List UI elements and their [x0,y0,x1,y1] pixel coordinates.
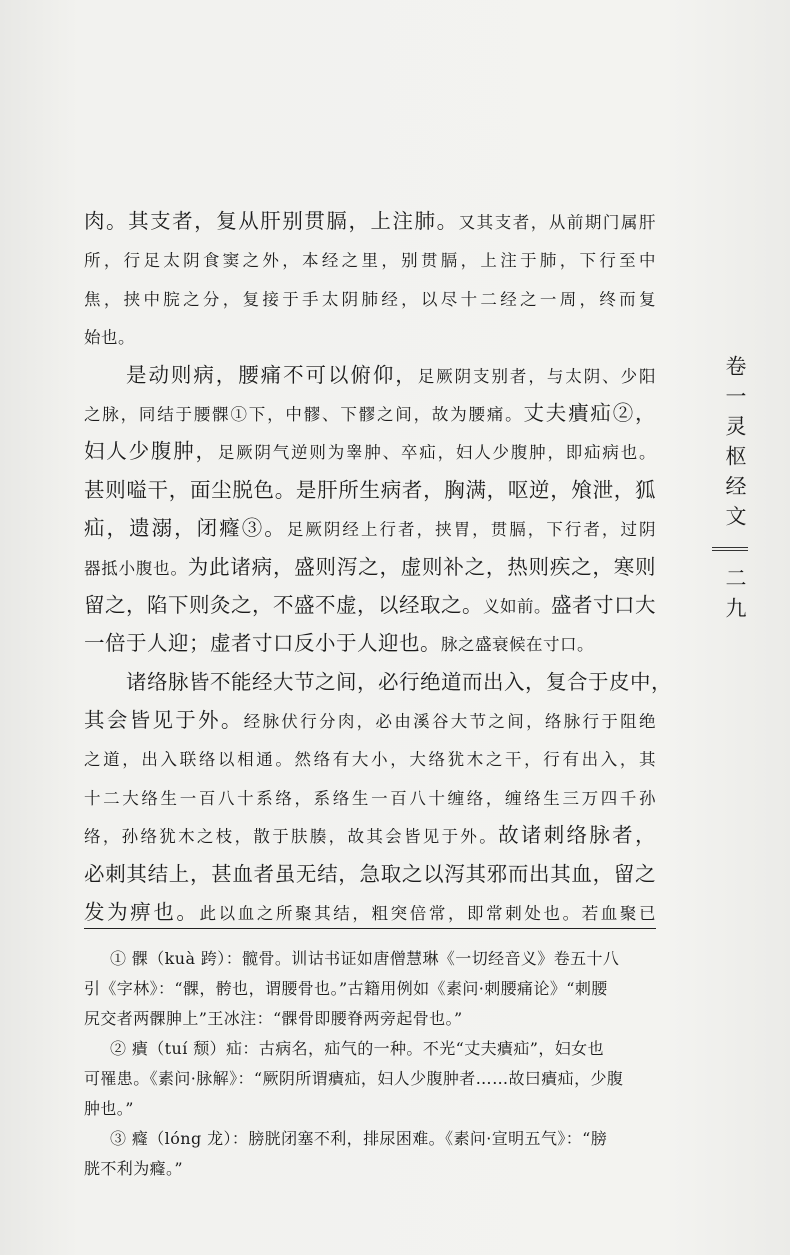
main-text-segment: 疝，遗溺，闭癃③。 [84,516,287,541]
main-text-segment: 必刺其结上，甚血者虽无结，急取之以泻其邪而出其血，留之 [84,861,656,886]
commentary-segment: 络，孙络犹木之枝，散于肤腠，故其会皆见于外。 [84,827,499,847]
commentary-segment: 足厥阴经上行者，挟胃，贯膈，下行者，过阴 [286,520,657,540]
commentary-segment: 之道，出入联络以相通。然络有大小，大络犹木之干，行有出入，其 [84,750,656,770]
footnote-line: 可罹患。《素问·脉解》：“厥阴所谓㿉疝，妇人少腹肿者……故曰㿉疝，少腹 [84,1069,624,1088]
commentary-segment: 足厥阴支别者，与太阴、少阳 [417,366,657,386]
main-text-segment: 甚则嗌干，面尘脱色。是肝所生病者，胸满，呕逆，飧泄，狐 [84,477,656,502]
text-line [84,394,656,432]
text-line [84,356,656,394]
text-line [84,240,656,278]
commentary-segment: 脉之盛衰候在寸口。 [441,635,594,655]
text-line [84,279,656,317]
main-text-segment: 丈夫㿉疝②， [523,400,657,425]
commentary-segment: 焦，挟中脘之分，复接于手太阴肺经，以尽十二经之一周，终而复 [84,289,656,309]
main-text-segment: 发为痹也。 [84,900,200,925]
main-text-segment: 故诸刺络脉者， [498,823,657,848]
text-line [84,778,656,816]
text-line [84,202,656,240]
commentary-segment: 之脉，同结于腰髁①下，中髎、下髎之间，故为腰痛。 [84,404,524,424]
commentary-segment: 经脉伏行分肉，必由溪谷大节之间，络脉行于阻绝 [243,712,656,732]
text-line [84,893,656,931]
footnote-divider [84,928,656,929]
commentary-segment: 义如前。 [483,596,551,616]
text-line [84,701,656,739]
text-line [84,663,672,701]
text-line [84,855,656,893]
text-line [84,317,656,355]
footnotes-block [84,944,656,1184]
footnote-line: 肿也。” [84,1099,134,1118]
volume-title: 卷一灵枢经文 [723,355,747,535]
commentary-segment: 又其支者，从前期门属肝 [458,213,657,232]
main-text-segment: 妇人少腹肿， [84,439,218,464]
commentary-segment: 器抵小腹也。 [84,558,188,578]
text-line [84,471,656,509]
main-text-segment: 其会皆见于外。 [84,708,244,733]
text-line [84,586,656,624]
main-text-segment: 肉。其支者，复从肝别贯膈，上注肺。 [84,209,459,233]
commentary-segment: 足厥阴气逆则为睾肿、卒疝，妇人少腹肿，即疝病也。 [217,443,657,463]
commentary-segment: 十二大络生一百八十系络，系络生一百八十缠络，缠络生三万四千孙 [84,788,656,808]
text-line [84,739,656,777]
text-line [84,816,656,854]
footnote-line: 引《字林》：“髁，骻也，谓腰骨也。”古籍用例如《素问·刺腰痛论》“刺腰 [84,979,608,998]
footnote-line: ① 髁（kuà 跨）：髋骨。训诂书证如唐僧慧琳《一切经音义》卷五十八 [110,949,620,968]
commentary-segment: 此以血之所聚其结，粗突倍常，即常刺处也。若血聚已 [199,904,657,924]
main-text-segment: 盛者寸口大 [551,592,656,617]
footnote-line: ② 㿉（tuí 颓）疝：古病名，疝气的一种。不光“丈夫㿉疝”，妇女也 [110,1039,604,1058]
running-header [712,355,752,627]
main-text-segment: 一倍于人迎；虚者寸口反小于人迎也。 [84,631,441,656]
main-text-segment: 是动则病，腰痛不可以俯仰， [126,362,418,387]
text-line [84,624,656,662]
footnote-line: ③ 癃（lóng 龙）：膀胱闭塞不利，排尿困难。《素问·宣明五气》：“膀 [110,1129,608,1148]
main-text-block [84,202,672,931]
commentary-segment: 始也。 [84,328,135,348]
text-line [84,548,656,586]
page-number: 二九 [723,567,747,627]
text-line [84,509,656,547]
commentary-segment: 所，行足太阴食窦之外，本经之里，别贯膈，上注于肺，下行至中 [84,251,656,271]
main-text-segment: 诸络脉皆不能经大节之间，必行绝道而出入，复合于皮中， [126,669,672,694]
footnote-line: 胱不利为癃。” [84,1159,183,1178]
text-line [84,432,656,470]
header-rule [712,547,748,551]
main-text-segment: 留之，陷下则灸之，不盛不虚，以经取之。 [84,592,483,617]
main-text-segment: 为此诸病，盛则泻之，虚则补之，热则疾之，寒则 [187,554,657,579]
footnote-line: 尻交者两髁胂上”王冰注：“髁骨即腰脊两旁起骨也。” [84,1009,463,1028]
